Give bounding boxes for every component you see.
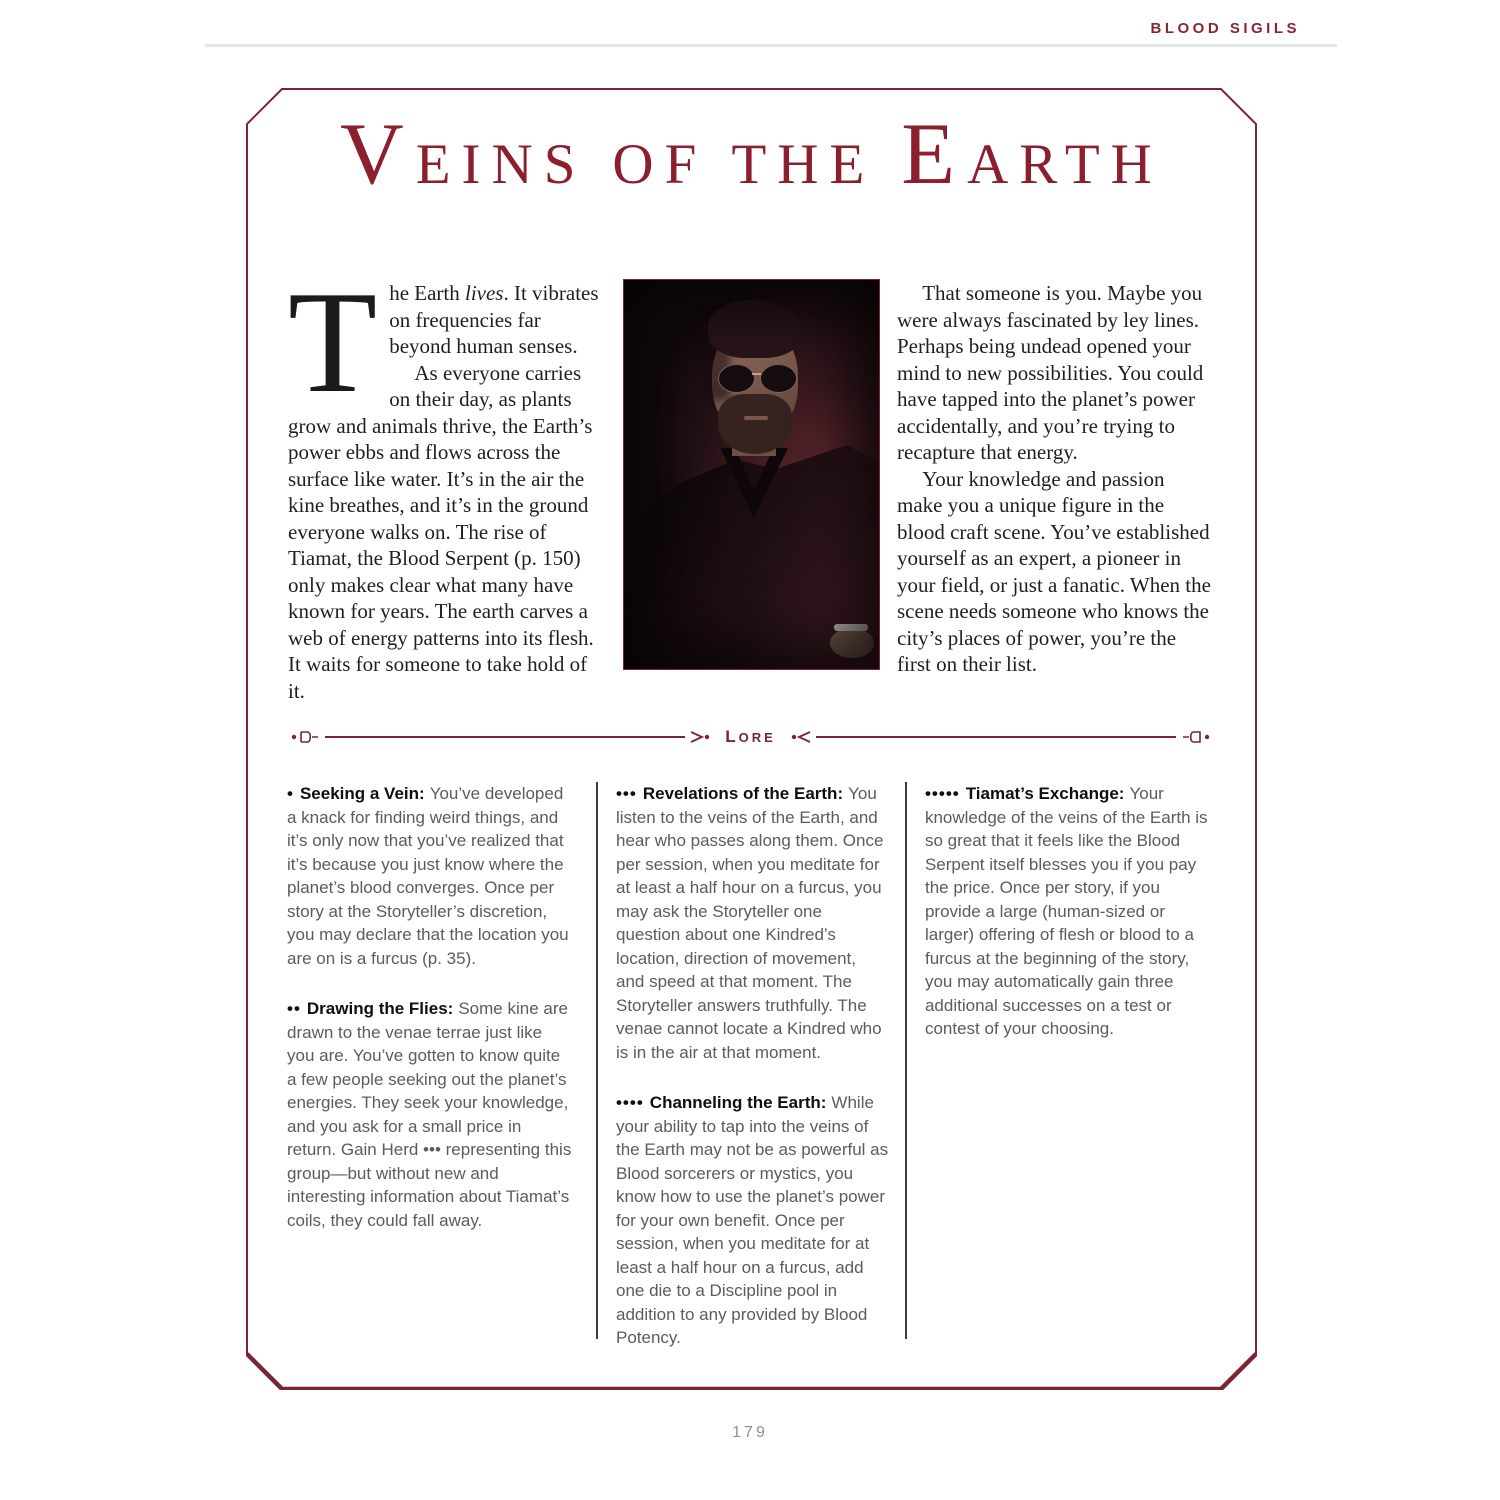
lore-entry-seeking-a-vein	[287, 782, 572, 970]
entry-body: You’ve developed a knack for finding weird things, and it’s only now that you’ve realized that it’s because you just know where the planet’s blood converges. Once per story at the Storyteller’s discretion, you may declare that the location you are on is a furcus (p. 35).	[287, 784, 569, 968]
entry-title: Tiamat’s Exchange:	[965, 784, 1125, 803]
intro-paragraph-3: That someone is you. Maybe you were always fascinated by ley lines. Perhaps being undead opened your mind to new possibilities. You could have tapped into the planet’s power accidentally, and you’re trying to recapture that energy.	[897, 281, 1204, 464]
intro-right-column	[897, 280, 1215, 678]
arrow-left-icon	[790, 730, 812, 744]
intro-paragraph-2: As everyone carries on their day, as plants grow and animals thrive, the Earth’s power ebbs and flows across the surface like water. It’s in the air the kine breathes, and it’s in the ground everyone walks on. The rise of Tiamat, the Blood Serpent (p. 150) only makes clear what many have known for years. The earth carves a web of energy patterns into its flesh. It waits for someone to take hold of it.	[288, 360, 594, 703]
intro-left-column	[288, 261, 604, 704]
header-rule	[205, 44, 1337, 47]
title-initial-v: V	[340, 106, 416, 203]
entry-title: Channeling the Earth:	[649, 1093, 827, 1112]
entry-title: Seeking a Vein:	[299, 784, 425, 803]
entry-body: While your ability to tap into the veins of the Earth may not be as powerful as Blood sorcerers or mystics, you know how to use the planet’s power for your own benefit. Once per session, when you meditate for at least a half hour on a furcus, add one die to a Discipline pool in addition to any provided by Blood Potency.	[615, 1093, 889, 1347]
entry-body: You listen to the veins of the Earth, and hear who passes along them. Once per session, when you meditate for at least a half hour on a furcus, you may ask the Storyteller one question about one Kindred’s location, direction of movement, and speed at that moment. The Storyteller answers truthfully. The venae cannot locate a Kindred who is in the air at that moment.	[615, 784, 884, 1062]
divider-line	[816, 736, 1176, 738]
dot-rating: ••••	[615, 1093, 644, 1112]
lore-section	[287, 782, 1214, 1347]
lore-column-1	[287, 782, 596, 1339]
lore-divider	[287, 722, 1214, 752]
entry-title: Revelations of the Earth:	[642, 784, 844, 803]
portrait-image	[623, 279, 880, 670]
dot-rating: •	[287, 784, 294, 803]
entry-body: Some kine are drawn to the venae terrae just like you are. You’ve gotten to know quite a few people seeking out the planet’s energies. They seek your knowledge, and you ask for a small price in return. Gain Herd ••• representing this group—but without new and interesting information about Tiamat’s coils, they could fall away.	[287, 999, 572, 1230]
page-title: VEINS OF THE EARTH	[340, 106, 1163, 203]
drop-cap: T	[288, 261, 378, 423]
divider-line	[325, 736, 685, 738]
running-header: BLOOD SIGILS	[1150, 20, 1300, 37]
lore-column-3	[905, 782, 1214, 1339]
dot-rating: •••	[615, 784, 637, 803]
dot-rating: ••	[287, 999, 301, 1018]
lore-heading: LORE	[725, 727, 776, 746]
dot-rating: •••••	[924, 784, 960, 803]
lore-entry-tiamats-exchange	[925, 782, 1212, 1041]
intro-paragraph-4: Your knowledge and passion make you a unique figure in the blood craft scene. You’ve established yourself as an expert, a pioneer in your field, or just a fanatic. When the scene needs someone who knows the city’s places of power, you’re the first on their list.	[897, 466, 1211, 676]
lore-column-2	[596, 782, 905, 1347]
ornament-left-icon	[291, 729, 321, 745]
lore-entry-channeling-the-earth	[616, 1091, 889, 1350]
entry-body: Your knowledge of the veins of the Earth is so great that it feels like the Blood Serpent itself blesses you if you pay the price. Once per story, if you provide a large (human-sized or larger) offering of flesh or blood to a furcus at the beginning of the story, you may automatically gain three additional successes on a test or contest of your choosing.	[924, 784, 1208, 1038]
intro-paragraph-1: he Earth lives. It vibrates on frequencies far beyond human senses.	[389, 281, 599, 358]
arrow-right-icon	[689, 730, 711, 744]
lore-entry-revelations-of-the-earth	[616, 782, 889, 1064]
entry-title: Drawing the Flies:	[306, 999, 454, 1018]
page-number: 179	[732, 1424, 768, 1441]
ornament-right-icon	[1180, 729, 1210, 745]
lore-entry-drawing-the-flies	[287, 997, 572, 1232]
title-initial-e: E	[901, 106, 968, 203]
